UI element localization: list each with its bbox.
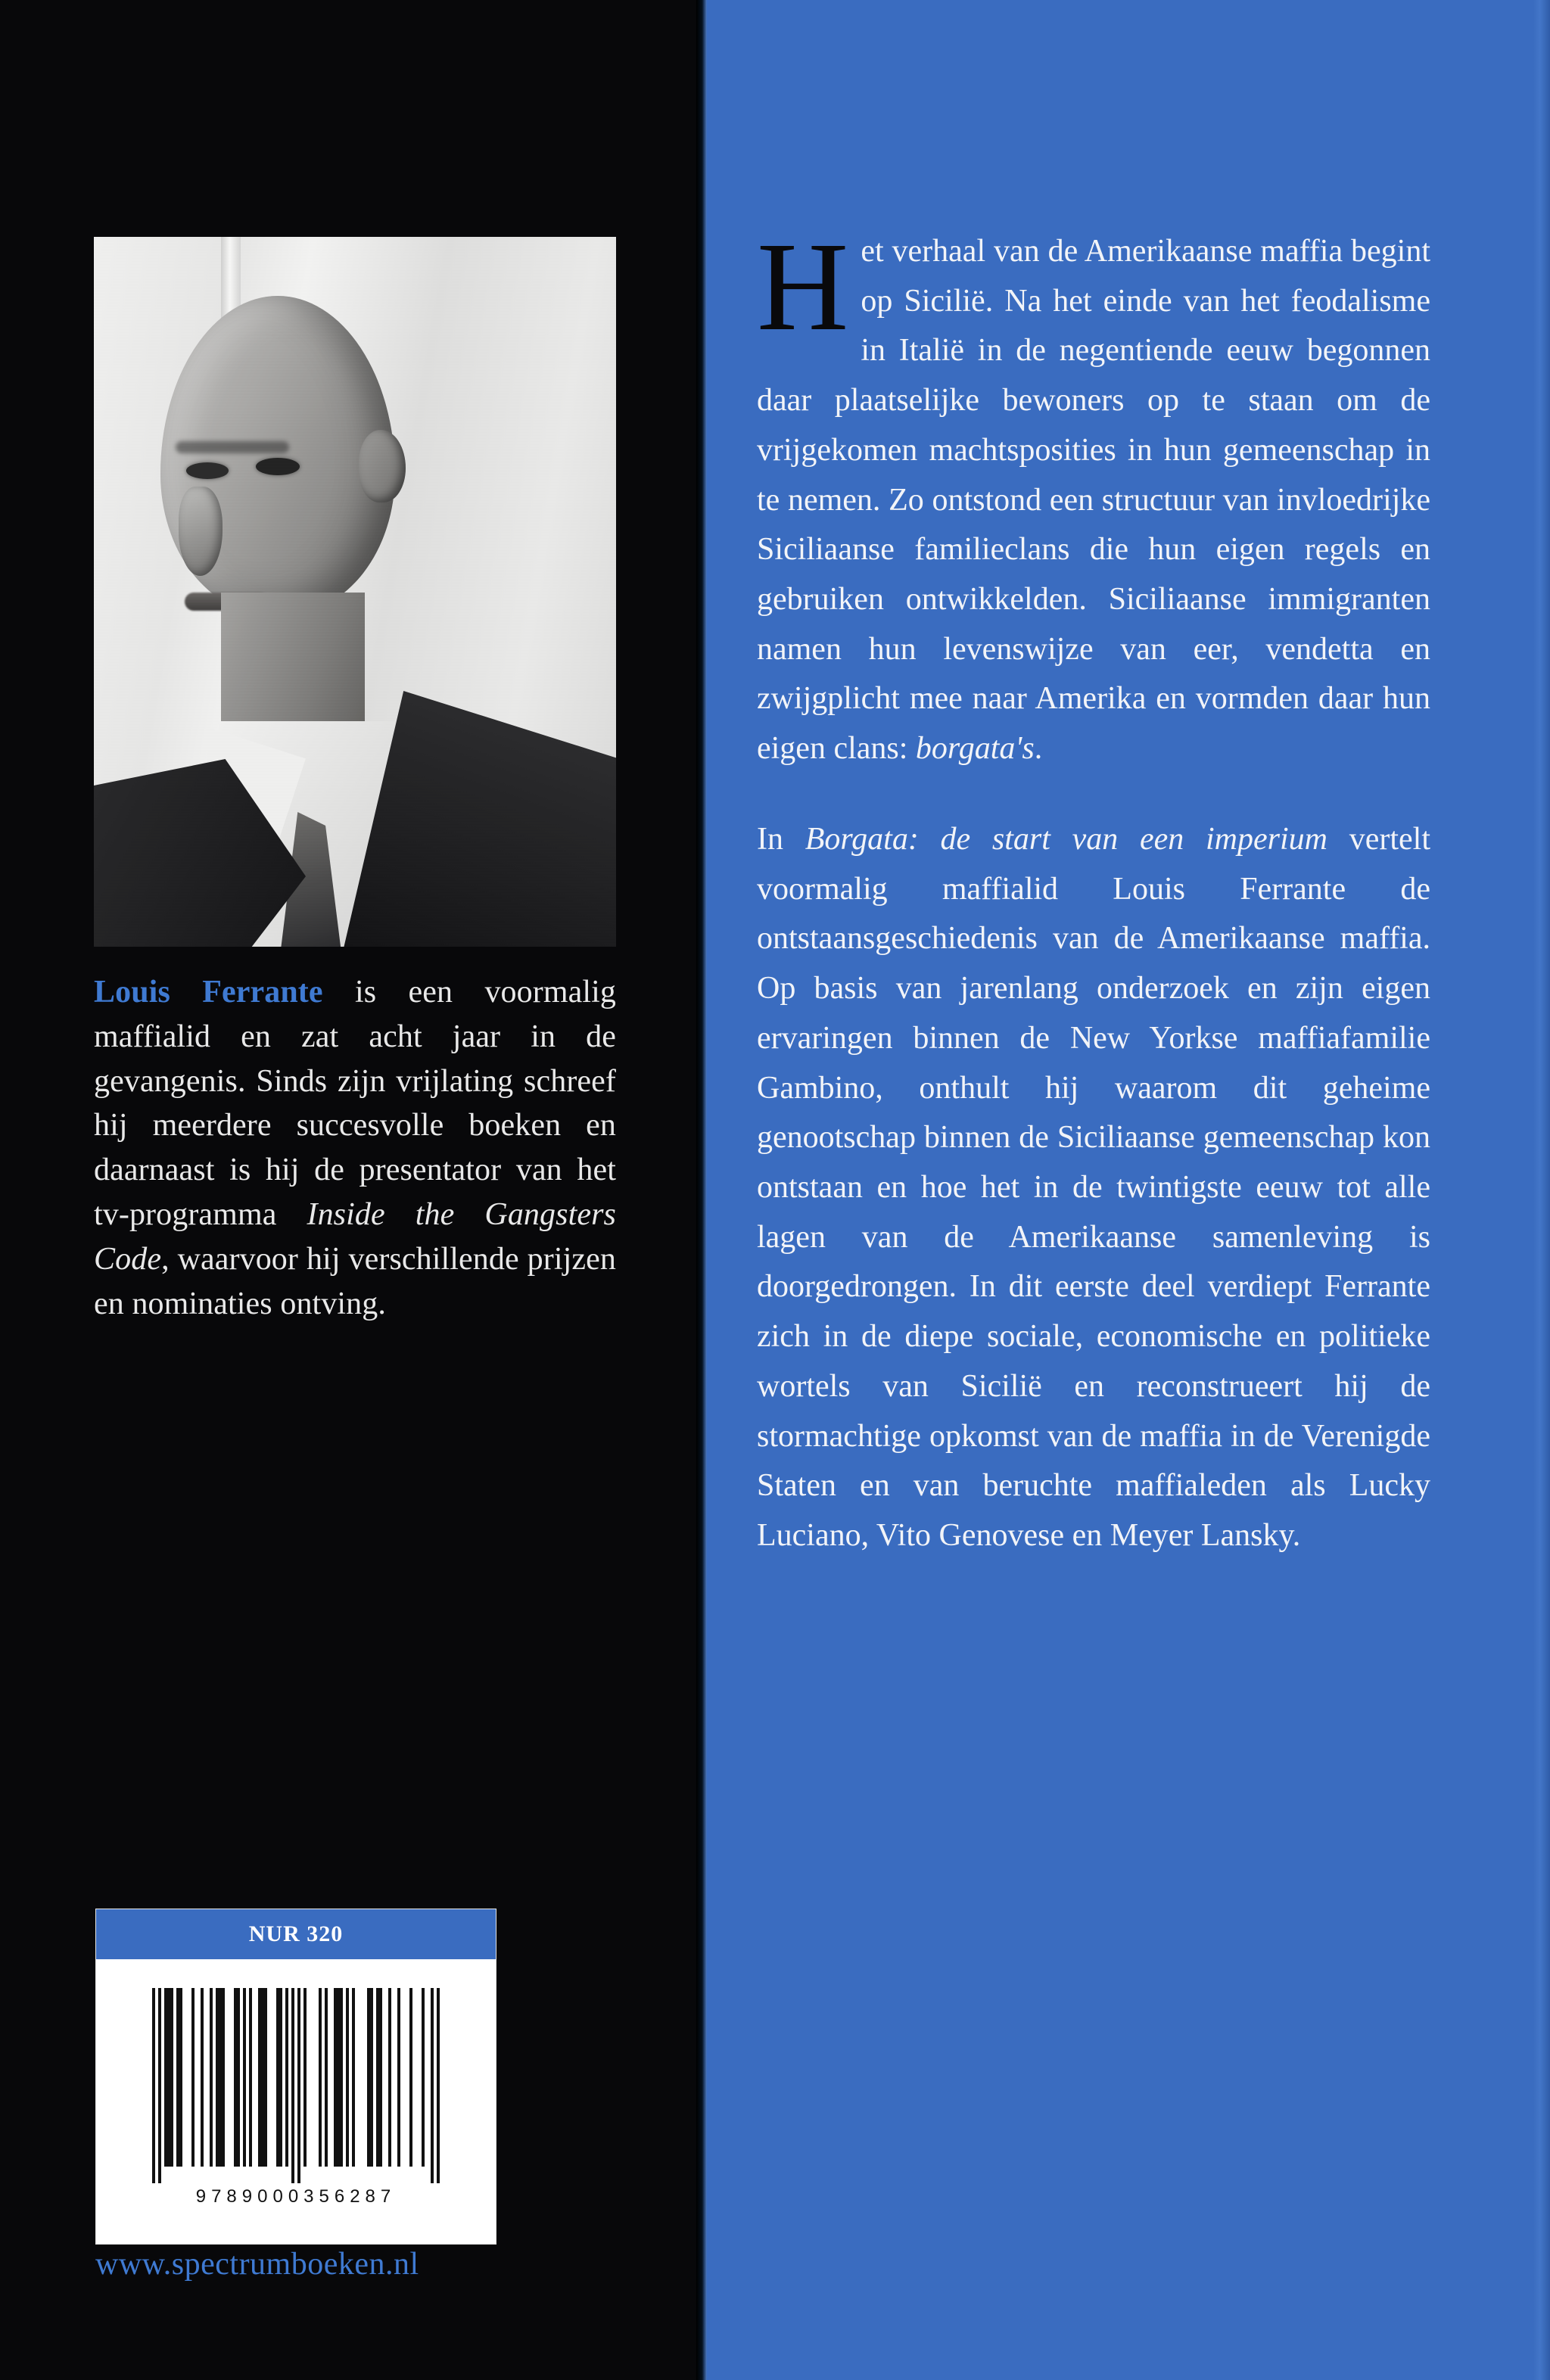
nur-label: NUR 320 xyxy=(248,1921,344,1946)
blurb-p1-italic-term: borgata's xyxy=(915,731,1035,767)
blurb-paragraph-2 xyxy=(757,815,1430,1561)
barcode-bars xyxy=(152,1988,440,2183)
nur-band xyxy=(96,1909,496,1959)
book-title: Borgata: de start van een imperium xyxy=(805,821,1327,857)
author-name: Louis Ferrante xyxy=(94,975,323,1010)
blurb-p1-text-b: . xyxy=(1034,731,1043,767)
author-portrait-photo xyxy=(94,237,616,947)
barcode-block xyxy=(95,1909,496,2245)
isbn-digits: 9789000356287 xyxy=(195,2186,397,2207)
portrait-grain-overlay xyxy=(94,237,616,947)
author-bio-text-after-title: , waarvoor hij verschillende prijzen en nominaties ontving. xyxy=(94,1241,616,1321)
author-bio-text-before-title: is een voormalig maffialid en zat acht jaar in de gevangenis. Sinds zijn vrijlating schreef hij meerdere succesvolle boeken en daarnaast is hij de presentator van het tv-programma xyxy=(94,975,616,1232)
blurb-p2-text-a: In xyxy=(757,821,805,857)
author-bio xyxy=(94,970,616,1326)
publisher-website-link[interactable]: www.spectrumboeken.nl xyxy=(95,2247,419,2282)
barcode-area xyxy=(96,1959,496,2244)
tv-programme-title: Inside the Gangsters Code xyxy=(94,1196,616,1277)
back-cover-blurb xyxy=(757,216,1430,1561)
panel-seam xyxy=(696,0,707,2380)
blurb-p2-text-b: vertelt voormalig maffialid Louis Ferrante de ontstaansgeschiedenis van de Amerikaanse maffia. Op basis van jarenlang onderzoek en zijn eigen ervaringen binnen de New Yorkse maffiafamilie Gambino, onthult hij waarom dit geheime genootschap binnen de Siciliaanse gemeenschap kon ontstaan en hoe het in de twintigste eeuw tot alle lagen van de Amerikaanse samenleving is doorgedrongen. In dit eerste deel verdiept Ferrante zich in de diepe sociale, economische en politieke wortels van Sicilië en reconstrueert hij de stormachtige opkomst van de maffia in de Verenigde Staten en van beruchte maffialeden als Lucky Luciano, Vito Genovese en Meyer Lansky. xyxy=(757,821,1430,1553)
dropcap-letter: H xyxy=(757,216,849,357)
blurb-paragraph-1 xyxy=(757,216,1430,774)
cover-right-edge xyxy=(1533,0,1550,2380)
blurb-p1-text-a: et verhaal van de Amerikaanse maffia begint op Sicilië. Na het einde van het feodalisme in Italië in de negentiende eeuw begonnen daar plaatselijke bewoners op te staan om de vrijgekomen machtsposities in hun gemeenschap in te nemen. Zo ontstond een structuur van invloedrijke Siciliaanse familieclans die hun eigen regels en gebruiken ontwikkelden. Siciliaanse immigranten namen hun levenswijze van eer, vendetta en zwijgplicht mee naar Amerika en vormden daar hun eigen clans: xyxy=(757,234,1430,767)
